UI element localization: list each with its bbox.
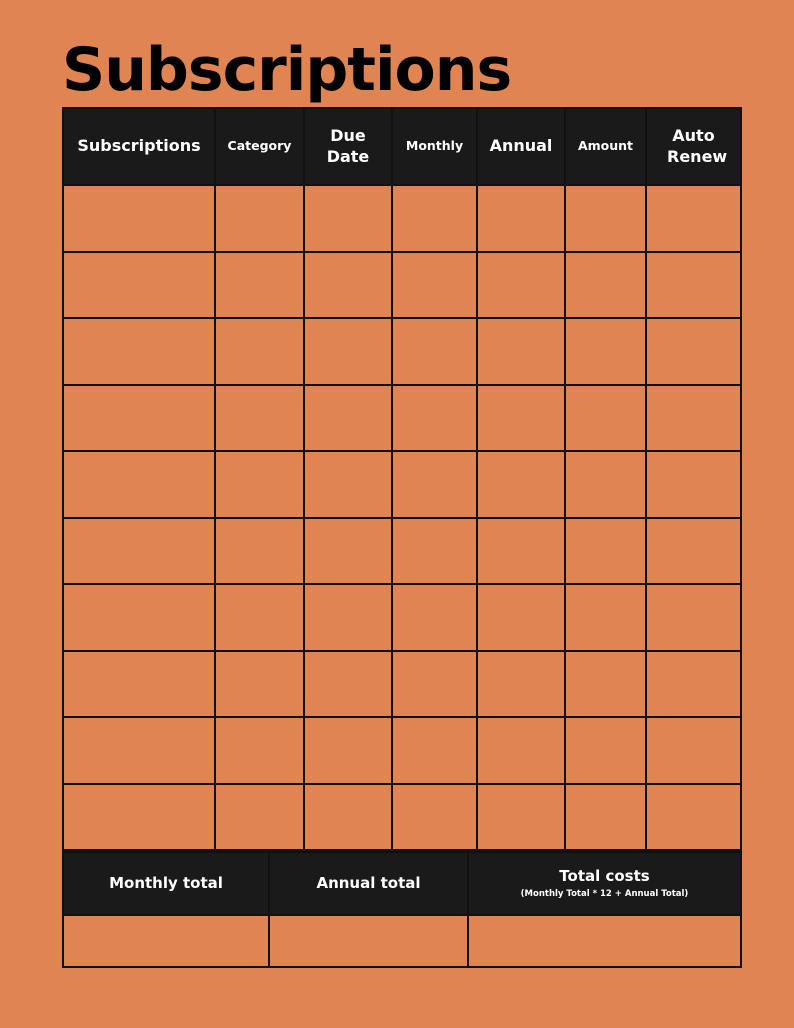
table-cell[interactable]: [304, 385, 392, 452]
table-cell[interactable]: [63, 185, 215, 252]
table-cell[interactable]: [477, 318, 565, 385]
table-cell[interactable]: [215, 651, 304, 718]
table-cell[interactable]: [63, 717, 215, 784]
table-cell[interactable]: [392, 252, 477, 319]
table-row: [63, 318, 741, 385]
table-cell[interactable]: [565, 717, 646, 784]
table-cell[interactable]: [477, 185, 565, 252]
table-cell[interactable]: [477, 252, 565, 319]
table-cell[interactable]: [565, 784, 646, 851]
table-row: [63, 185, 741, 252]
column-header-auto-renew: Auto Renew: [646, 108, 741, 185]
column-header-amount: Amount: [565, 108, 646, 185]
total-costs-cell[interactable]: [468, 915, 741, 967]
table-cell[interactable]: [646, 318, 741, 385]
table-cell[interactable]: [392, 318, 477, 385]
table-cell[interactable]: [63, 784, 215, 851]
table-cell[interactable]: [304, 651, 392, 718]
table-cell[interactable]: [646, 451, 741, 518]
column-header-annual: Annual: [477, 108, 565, 185]
table-cell[interactable]: [215, 584, 304, 651]
table-cell[interactable]: [565, 252, 646, 319]
table-cell[interactable]: [565, 518, 646, 585]
table-cell[interactable]: [477, 518, 565, 585]
table-cell[interactable]: [477, 385, 565, 452]
table-cell[interactable]: [63, 518, 215, 585]
table-cell[interactable]: [215, 784, 304, 851]
table-cell[interactable]: [646, 385, 741, 452]
totals-value-row: [63, 915, 741, 967]
table-cell[interactable]: [646, 717, 741, 784]
table-cell[interactable]: [477, 651, 565, 718]
table-cell[interactable]: [565, 185, 646, 252]
table-cell[interactable]: [477, 717, 565, 784]
table-cell[interactable]: [392, 717, 477, 784]
column-header-category: Category: [215, 108, 304, 185]
table-cell[interactable]: [304, 451, 392, 518]
table-cell[interactable]: [215, 318, 304, 385]
table-row: [63, 451, 741, 518]
total-costs-label: Total costs: [559, 867, 650, 886]
table-cell[interactable]: [63, 451, 215, 518]
table-cell[interactable]: [477, 784, 565, 851]
table-row: [63, 717, 741, 784]
annual-total-cell[interactable]: [269, 915, 468, 967]
totals-table: [62, 851, 742, 968]
table-cell[interactable]: [304, 318, 392, 385]
monthly-total-cell[interactable]: [63, 915, 269, 967]
total-costs-header: [468, 852, 741, 915]
table-cell[interactable]: [565, 584, 646, 651]
table-row: [63, 651, 741, 718]
table-cell[interactable]: [646, 651, 741, 718]
table-row: [63, 784, 741, 851]
table-cell[interactable]: [392, 185, 477, 252]
table-cell[interactable]: [63, 252, 215, 319]
table-cell[interactable]: [304, 518, 392, 585]
table-cell[interactable]: [304, 584, 392, 651]
table-cell[interactable]: [646, 584, 741, 651]
table-cell[interactable]: [565, 385, 646, 452]
table-cell[interactable]: [392, 784, 477, 851]
page-title: Subscriptions: [62, 35, 512, 105]
table-row: [63, 584, 741, 651]
total-costs-formula: (Monthly Total * 12 + Annual Total): [520, 888, 689, 899]
table-header-row: [63, 108, 741, 185]
table-cell[interactable]: [646, 185, 741, 252]
table-cell[interactable]: [477, 451, 565, 518]
table-row: [63, 385, 741, 452]
column-header-due-date: Due Date: [304, 108, 392, 185]
table-cell[interactable]: [215, 518, 304, 585]
table-cell[interactable]: [392, 584, 477, 651]
table-cell[interactable]: [63, 651, 215, 718]
table-cell[interactable]: [646, 252, 741, 319]
totals-header-row: [63, 852, 741, 915]
table-cell[interactable]: [392, 451, 477, 518]
table-cell[interactable]: [477, 584, 565, 651]
column-header-monthly: Monthly: [392, 108, 477, 185]
table-cell[interactable]: [63, 584, 215, 651]
table-cell[interactable]: [392, 385, 477, 452]
monthly-total-header: Monthly total: [63, 852, 269, 915]
table-cell[interactable]: [215, 717, 304, 784]
table-cell[interactable]: [215, 252, 304, 319]
table-cell[interactable]: [565, 451, 646, 518]
table-cell[interactable]: [646, 784, 741, 851]
table-cell[interactable]: [392, 518, 477, 585]
table-cell[interactable]: [304, 717, 392, 784]
table-cell[interactable]: [646, 518, 741, 585]
table-cell[interactable]: [565, 651, 646, 718]
column-header-subscriptions: Subscriptions: [63, 108, 215, 185]
table-cell[interactable]: [392, 651, 477, 718]
subscriptions-table: [62, 107, 742, 851]
table-cell[interactable]: [304, 252, 392, 319]
table-cell[interactable]: [565, 318, 646, 385]
table-cell[interactable]: [215, 185, 304, 252]
table-cell[interactable]: [304, 185, 392, 252]
table-cell[interactable]: [215, 451, 304, 518]
table-row: [63, 518, 741, 585]
table-cell[interactable]: [63, 385, 215, 452]
table-cell[interactable]: [63, 318, 215, 385]
table-cell[interactable]: [304, 784, 392, 851]
table-cell[interactable]: [215, 385, 304, 452]
annual-total-header: Annual total: [269, 852, 468, 915]
table-row: [63, 252, 741, 319]
